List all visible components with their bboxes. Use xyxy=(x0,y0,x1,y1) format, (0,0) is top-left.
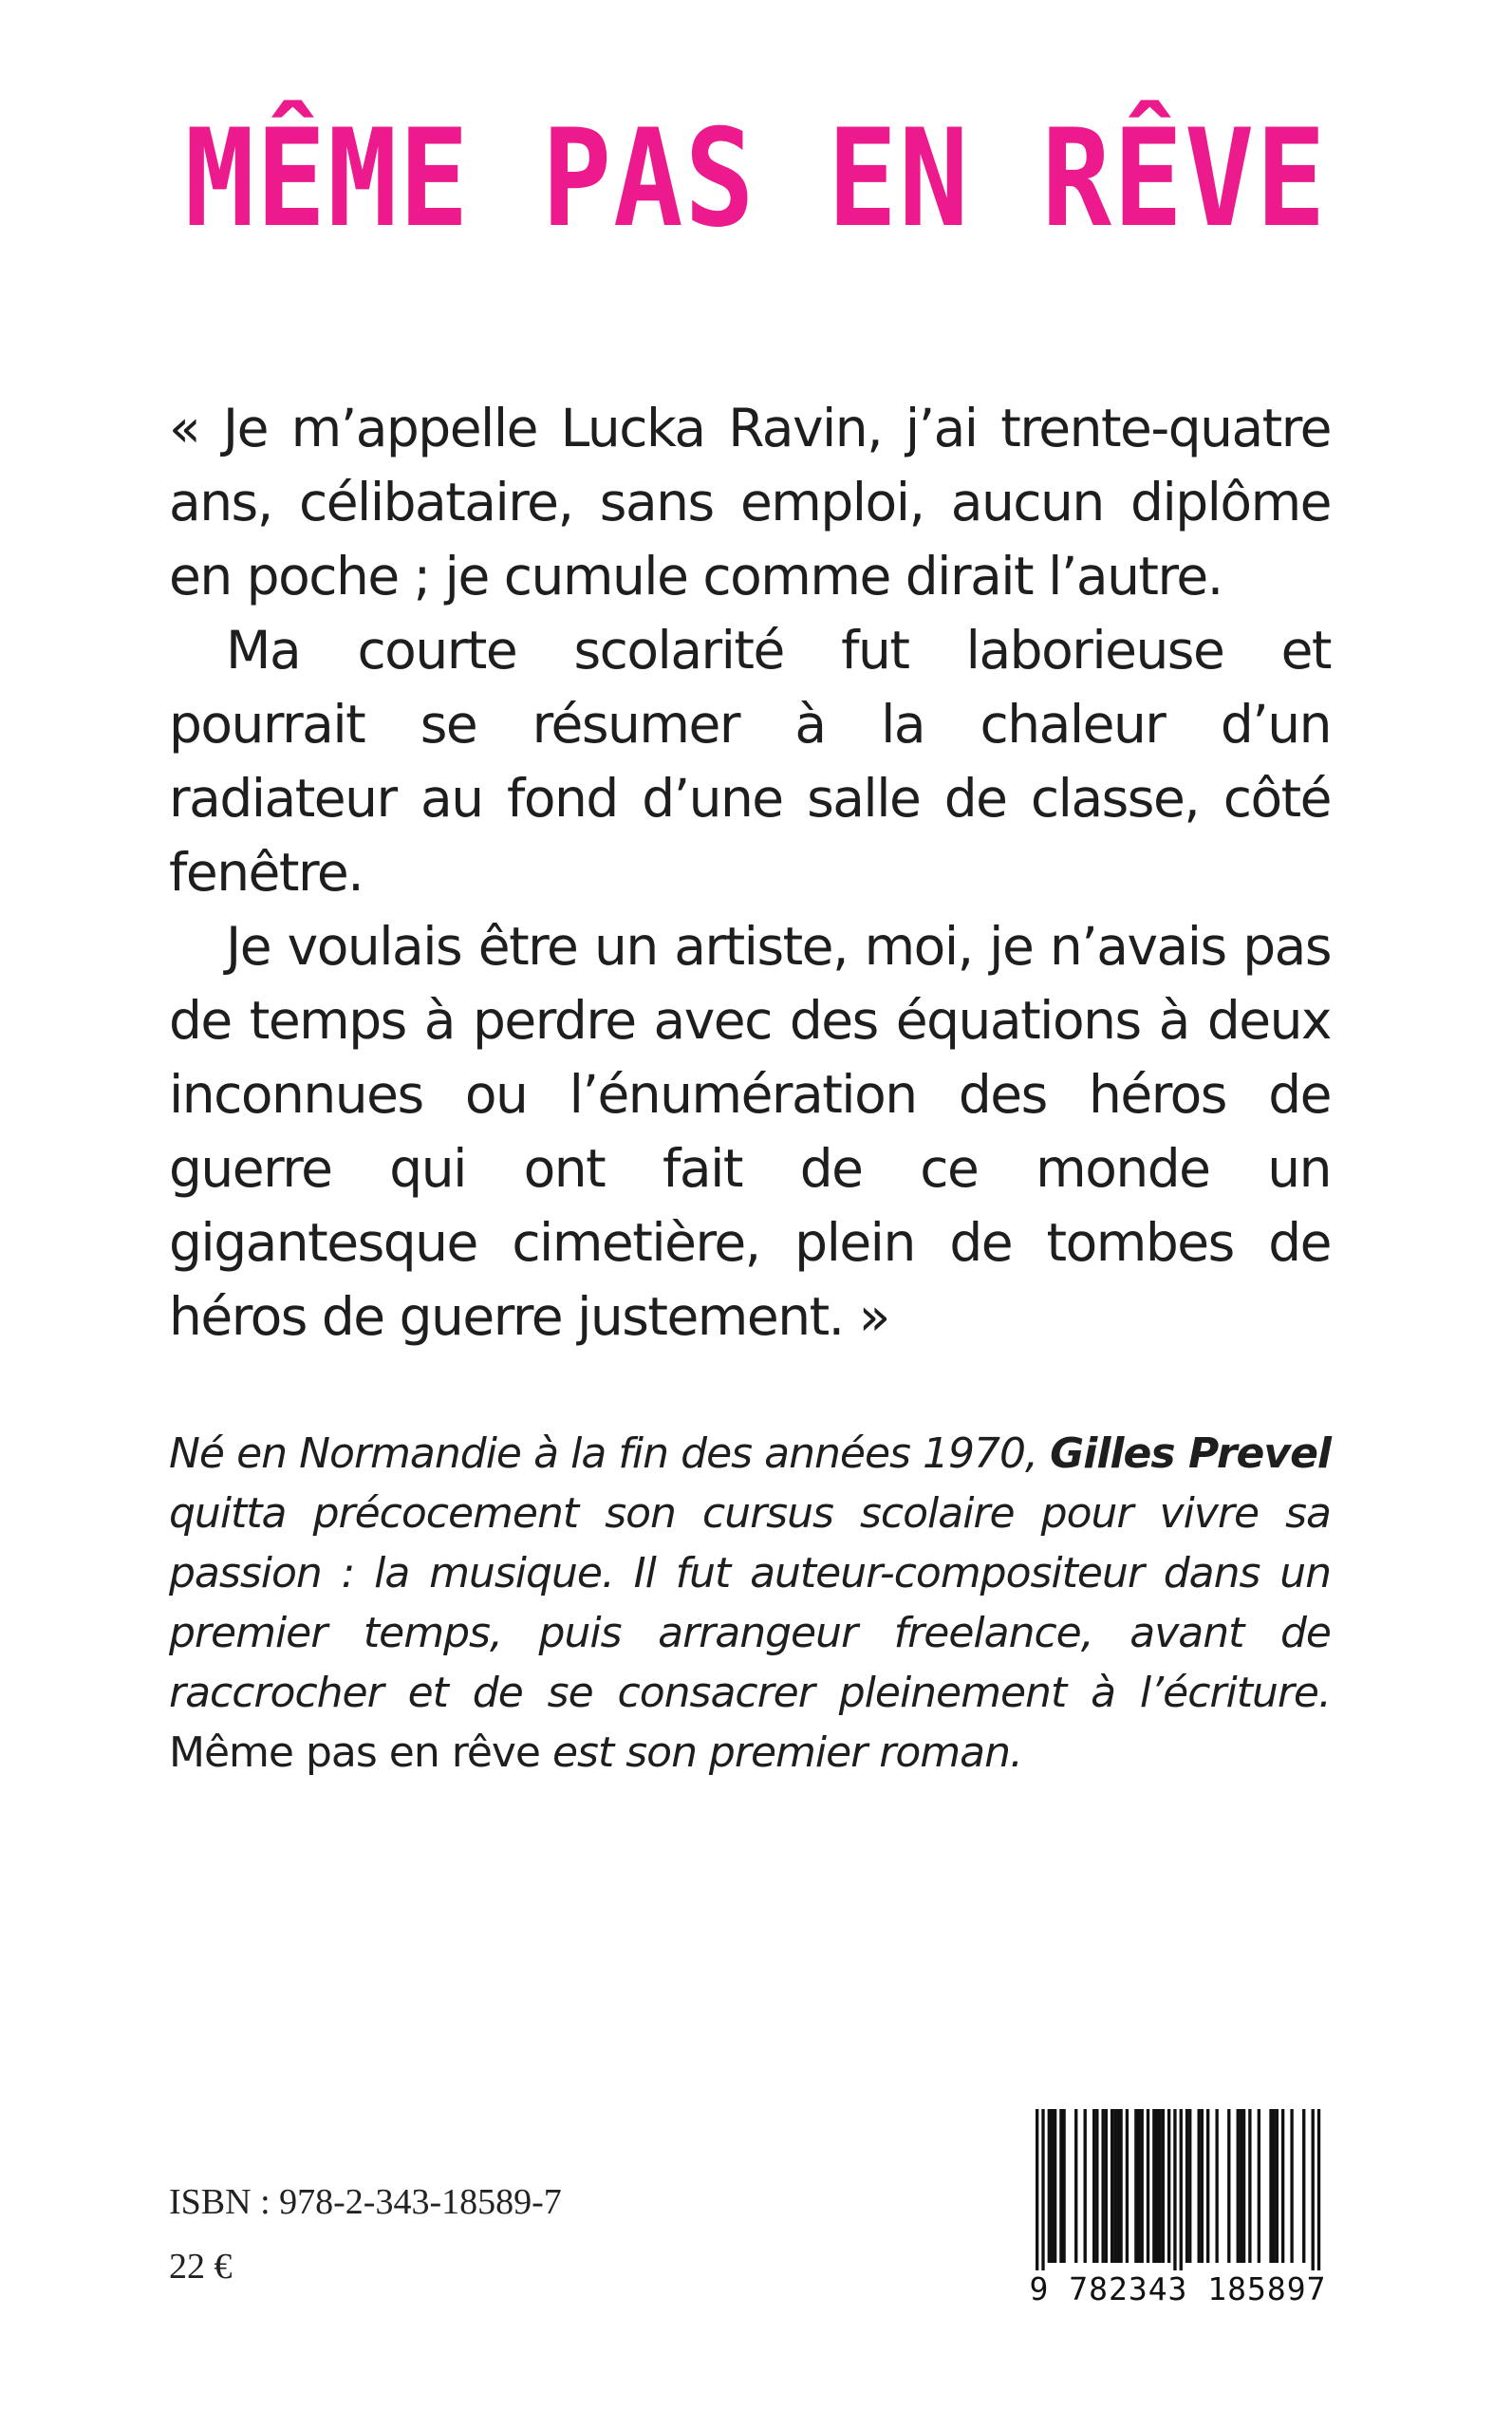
barcode-bar xyxy=(1119,2109,1122,2263)
barcode-bar xyxy=(1206,2109,1209,2263)
barcode-bar xyxy=(1092,2109,1095,2263)
barcode-bar xyxy=(1248,2109,1251,2263)
barcode-bar xyxy=(1201,2109,1204,2263)
barcode-bar xyxy=(1141,2109,1144,2263)
barcode-bar xyxy=(1036,2109,1038,2270)
barcode-bar xyxy=(1126,2109,1129,2263)
bio-intro: Né en Normandie à la fin des années 1970, xyxy=(169,1429,1051,1478)
barcode-bar xyxy=(1188,2109,1191,2263)
barcode-bar xyxy=(1074,2109,1077,2263)
book-excerpt xyxy=(169,391,1331,1354)
barcode-bar xyxy=(1167,2109,1170,2263)
barcode-bar xyxy=(1155,2109,1158,2263)
barcode-bar xyxy=(1134,2109,1137,2263)
barcode-bar xyxy=(1290,2109,1293,2263)
barcode-bar xyxy=(1105,2109,1108,2263)
barcode-bar xyxy=(1152,2109,1155,2263)
barcode-bar xyxy=(1111,2109,1113,2263)
barcode-bar xyxy=(1215,2109,1218,2263)
barcode-bar xyxy=(1317,2109,1320,2270)
barcode-bar xyxy=(1041,2109,1044,2270)
barcode-bar xyxy=(1147,2109,1149,2263)
barcode-bar xyxy=(1059,2109,1062,2263)
barcode-bar xyxy=(1162,2109,1165,2263)
excerpt-paragraph: Ma courte scolarité fut laborieuse et pourrait se résumer à la chaleur d’un radiateur au fond d’une salle de classe, côté fenêtre. xyxy=(169,620,1331,903)
bio-outro: est son premier roman. xyxy=(540,1728,1022,1777)
book-title: MÊME PAS EN RÊVE xyxy=(184,101,1328,257)
barcode-bar xyxy=(1137,2109,1140,2263)
barcode-bar xyxy=(1054,2109,1056,2263)
barcode-bar xyxy=(1173,2109,1176,2270)
barcode-bar xyxy=(1237,2109,1240,2263)
barcode-bar xyxy=(1302,2109,1305,2263)
author-name: Gilles Prevel xyxy=(1050,1429,1331,1478)
barcode-bar xyxy=(1281,2109,1284,2263)
barcode-bar xyxy=(1101,2109,1104,2263)
barcode-bar xyxy=(1198,2109,1201,2263)
barcode-bar xyxy=(1180,2109,1183,2270)
barcode-bar xyxy=(1158,2109,1161,2263)
isbn-label: ISBN : 978-2-343-18589-7 xyxy=(169,2182,562,2222)
barcode-bar xyxy=(1116,2109,1119,2263)
barcode-bar xyxy=(1185,2109,1188,2263)
barcode-bar xyxy=(1084,2109,1087,2263)
barcode xyxy=(1022,2109,1334,2310)
barcode-bar xyxy=(1276,2109,1279,2263)
barcode-bar xyxy=(1242,2109,1245,2263)
barcode-bars xyxy=(1022,2109,1334,2270)
barcode-bar xyxy=(1048,2109,1051,2263)
barcode-bar xyxy=(1258,2109,1260,2263)
barcode-bar xyxy=(1240,2109,1242,2263)
barcode-bar xyxy=(1062,2109,1065,2263)
barcode-bar xyxy=(1095,2109,1098,2263)
barcode-bar xyxy=(1051,2109,1054,2263)
barcode-bar xyxy=(1227,2109,1230,2263)
bio-body: quitta précocement son cursus scolaire pour vivre sa passion : la musique. Il fut auteur-compositeur dans un premier temps, puis arrangeur freelance, avant de raccrocher et de se consacrer pleinement à l’écriture. xyxy=(169,1489,1331,1717)
barcode-bar xyxy=(1269,2109,1272,2263)
barcode-bar xyxy=(1312,2109,1315,2270)
excerpt-paragraph: « Je m’appelle Lucka Ravin, j’ai trente-quatre ans, célibataire, sans emploi, aucun diplôme en poche ; je cumule comme dirait l’autre. xyxy=(169,398,1331,607)
author-bio xyxy=(169,1424,1331,1783)
price-label: 22 € xyxy=(169,2247,233,2287)
barcode-bar xyxy=(1113,2109,1116,2263)
excerpt-paragraph: Je voulais être un artiste, moi, je n’avais pas de temps à perdre avec des équations à deux inconnues ou l’énumération des héros de guerre qui ont fait de ce monde un gigantesque cimetière, plein de tombes de héros de guerre justement. » xyxy=(169,916,1331,1347)
barcode-bar xyxy=(1272,2109,1275,2263)
bio-book-title: Même pas en rêve xyxy=(169,1728,540,1777)
barcode-digits: 9 782343 185897 xyxy=(1029,2270,1327,2307)
